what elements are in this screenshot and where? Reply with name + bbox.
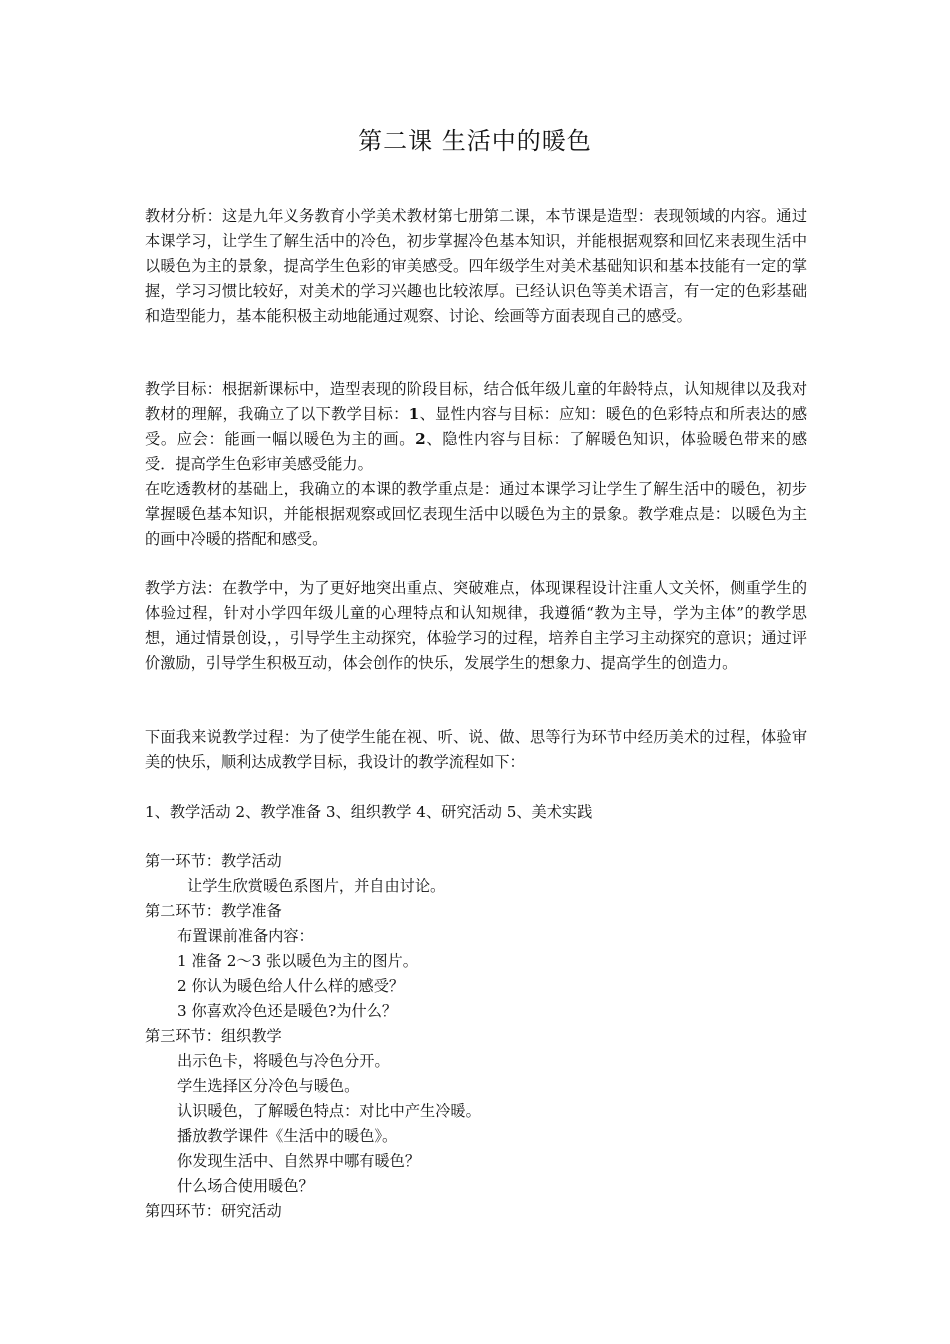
step-heading: 第三环节：组织教学	[145, 1027, 282, 1045]
material-analysis-paragraph	[145, 204, 807, 329]
teaching-process-paragraph	[145, 725, 807, 775]
step-item: 布置课前准备内容：	[177, 927, 314, 945]
teaching-method-text: 教学方法：在教学中，为了更好地突出重点、突破难点，体现课程设计注重人文关怀，侧重学生的体验过程，针对小学四年级儿童的心理特点和认知规律，我遵循“教为主导，学为主体”的教学思想，通过情景创设，，引导学生主动探究，体验学习的过程，培养自主学习主动探究的意识；通过评价激励，引导学生积极互动，体会创作的快乐，发展学生的想象力、提高学生的创造力。	[145, 579, 807, 672]
step-item: 2 你认为暖色给人什么样的感受？	[177, 977, 405, 995]
step-item: 出示色卡，将暖色与冷色分开。	[177, 1052, 390, 1070]
teaching-flow-line: 1、教学活动 2、教学准备 3、组织教学 4、研究活动 5、美术实践	[145, 803, 593, 821]
step-heading: 第四环节：研究活动	[145, 1202, 282, 1220]
step-item: 认识暖色，了解暖色特点：对比中产生冷暖。	[177, 1102, 481, 1120]
key-points-text: 在吃透教材的基础上，我确立的本课的教学重点是：通过本课学习让学生了解生活中的暖色，初步掌握暖色基本知识，并能根据观察或回忆表现生活中以暖色为主的景象。教学难点是：以暖色为主的画中冷暖的搭配和感受。	[145, 480, 807, 548]
goals-intro: 教学目标：根据新课标中，造型表现的阶段目标，结合低年级儿童的年龄特点，认知规律以及我对教材的理解，我确立了以下教学目标：	[145, 380, 807, 423]
step-item: 播放教学课件《生活中的暖色》。	[177, 1127, 398, 1145]
goal-number-2: 2	[415, 430, 426, 448]
step-heading: 第一环节：教学活动	[145, 852, 282, 870]
step-heading: 第二环节：教学准备	[145, 902, 282, 920]
teaching-method-paragraph	[145, 576, 807, 676]
step-item: 什么场合使用暖色？	[177, 1177, 314, 1195]
teaching-process-text: 下面我来说教学过程：为了使学生能在视、听、说、做、思等行为环节中经历美术的过程，体验审美的快乐，顺利达成教学目标，我设计的教学流程如下：	[145, 728, 807, 771]
step-item: 你发现生活中、自然界中哪有暖色？	[177, 1152, 420, 1170]
page-title: 第二课 生活中的暖色	[358, 127, 592, 155]
teaching-goals-text	[145, 377, 807, 477]
goal-number-1: 1	[408, 405, 420, 423]
goal-1-text: 、显性内容与目标：应知：暖色的色彩特点和所表达的感受。应会：能画一幅以暖色为主的画。	[145, 405, 808, 448]
goal-2-text: 、隐性内容与目标：了解暖色知识，体验暖色带来的感受．提高学生色彩审美感受能力。	[145, 430, 808, 473]
step-item: 1 准备 2～3 张以暖色为主的图片。	[177, 952, 418, 970]
step-item: 学生选择区分冷色与暖色。	[177, 1077, 360, 1095]
step-item: 让学生欣赏暖色系图片，并自由讨论。	[187, 877, 446, 895]
step-item: 3 你喜欢冷色还是暖色?为什么？	[177, 1002, 398, 1020]
teaching-goals-paragraph	[145, 377, 807, 552]
material-analysis-text: 教材分析：这是九年义务教育小学美术教材第七册第二课，本节课是造型：表现领域的内容。通过本课学习，让学生了解生活中的冷色，初步掌握冷色基本知识，并能根据观察和回忆来表现生活中以暖色为主的景象，提高学生色彩的审美感受。四年级学生对美术基础知识和基本技能有一定的掌握，学习习惯比较好，对美术的学习兴趣也比较浓厚。已经认识色等美术语言，有一定的色彩基础和造型能力，基本能积极主动地能通过观察、讨论、绘画等方面表现自己的感受。	[145, 207, 807, 325]
